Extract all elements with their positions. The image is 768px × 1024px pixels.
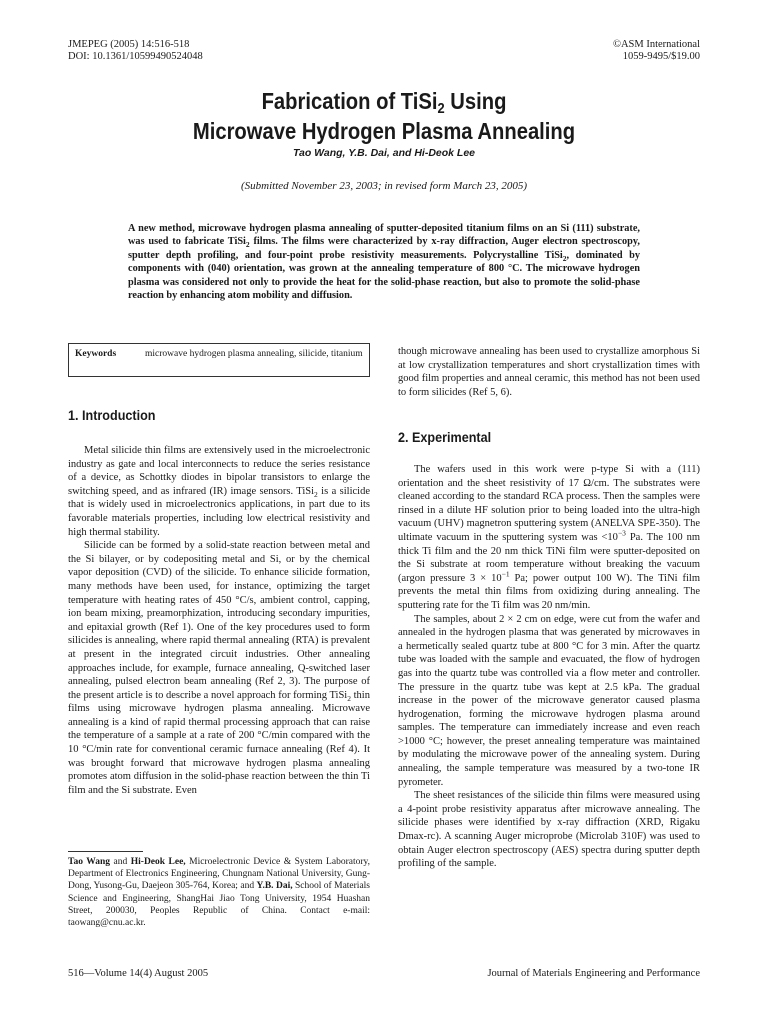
keywords-box	[68, 343, 370, 377]
author-affiliations: Tao Wang and Hi-Deok Lee, Microelectronic Device & System Laboratory, Department of Electronics Engineering, Chungnam National University, Gung-Dong, Yusong-Gu, Daejeon 305-764, Korea; and Y.B. Dai, School of Materials Science and Engineering, ShangHai Jiao Tong University, 1954 Huashan Street, 200030, Peoples Republic of China. Contact e-mail: taowang@cnu.ac.kr.	[68, 857, 371, 929]
keywords-text: microwave hydrogen plasma annealing, silicide, titanium	[145, 349, 363, 359]
paragraph: The wafers used in this work were p-type Si with a (111) orientation and the sheet resistivity of 17 Ω/cm. The substrates were cleaned according to the standard RCA process. Then the samples were rinsed in a dilute HF solution prior to being loaded into the ultra-high vacuum (UHV) magnetron sputtering system (ANELVA SPE-350). The ultimate vacuum in the sputtering system was $<10^{-3}$ Pa. The 100 nm thick Ti film and the 20 nm thick TiNi film were sputter-deposited on the Si substrate at room temperature without breaking the vacuum (argon pressure $3 \times 10^{-1}$ Pa; power output 100 W). The TiNi film prevents the metal thin films from oxidizing during annealing. The sputtering rate for the Ti film was 20 nm/min.	[398, 464, 700, 611]
journal-citation: JMEPEG (2005) 14:516-518	[68, 39, 190, 50]
section-heading-experimental: 2. Experimental	[398, 429, 492, 445]
issn-price: 1059-9495/$19.00	[622, 51, 700, 62]
author-list: Tao Wang, Y.B. Dai, and Hi-Deok Lee	[292, 147, 476, 159]
page-footer-left: 516—Volume 14(4) August 2005	[68, 968, 209, 979]
experimental-body	[398, 463, 700, 871]
running-header-right	[613, 39, 700, 63]
abstract: A new method, microwave hydrogen plasma annealing of sputter-deposited titanium films on an Si (111) substrate, was used to fabricate TiSi$_2$ films. The films were characterized by x-ray diffraction, Auger electron spectroscopy, sputter depth profiling, and four-point probe resistivity measurements. Polycrystalline TiSi$_2$, dominated by components with (040) orientation, was grown at the annealing temperature of 800 °C. The microwave hydrogen plasma was considered not only to provide the heat for the solid-phase reaction, but also to promote the solid-phase reaction by enhancing atom mobility and diffusion.	[128, 223, 641, 302]
paragraph: Metal silicide thin films are extensively used in the microelectronic industry as gate and local interconnects to reduce the series resistance of a device, as Schottky diodes in bipolar transistors to enlarge the switching speed, and as infrared (IR) image sensors. TiSi$_2$ is a silicide that is widely used in microelectronics applications, in part due to its favorable materials properties, including low electrical resistivity and high thermal stability.	[68, 445, 370, 538]
introduction-body	[68, 444, 370, 797]
page-footer-right: Journal of Materials Engineering and Performance	[487, 968, 700, 979]
submission-dates: (Submitted November 23, 2003; in revised form March 23, 2005)	[240, 180, 528, 192]
running-header-left	[68, 39, 203, 63]
copyright: ©ASM International	[612, 39, 700, 50]
paragraph: The samples, about 2 × 2 cm on edge, were cut from the wafer and annealed in the hydrogen plasma that was generated by microwaves in a hermetically sealed quartz tube at 800 °C for 3 min. After the quartz tube was loaded with the sample and evacuated, the flow of hydrogen gas into the quartz tube was controlled via a flow meter and controller. The pressure in the quartz tube was kept at 2.5 kPa. The gradual increase in the power of the microwave generator caused plasma hydrogenation, forming the microwave hydrogen plasma around samples. The temperature can immediately increase and even reach >1000 °C; however, the preset annealing temperature was maintained by modulating the microwave power of the annealing system. During annealing, the sample temperature was measured by a two-tone IR pyrometer.	[398, 613, 700, 788]
keywords-label: Keywords	[75, 349, 117, 359]
title-line-1: Fabrication of TiSi$_2$ Using	[261, 88, 507, 117]
introduction-continued	[398, 345, 700, 399]
doi: DOI: 10.1361/10599490524048	[68, 51, 203, 62]
paper-title	[54, 86, 714, 146]
paragraph: though microwave annealing has been used to crystallize amorphous Si at low crystallization temperatures and short crystallization times with good film properties and anneal ceramic, this method has not been used to form silicides (Ref 5, 6).	[398, 346, 700, 398]
paragraph: Silicide can be formed by a solid-state reaction between metal and the Si bilayer, or by codepositing metal and Si, or by the chemical vapor deposition (CVD) of the silicide. To enhance silicide formation, many methods have been used, for instance, optimizing the target temperature with heating rates of 450 °C/s, ambient control, capping, ion beam mixing, preamorphization, introducing secondary impurities, and epitaxial growth (Ref 1). One of the key procedures used to form silicides is annealing, where rapid thermal annealing (RTA) is prevalent at present in the integrated circuit industries. Other annealing approaches include, for example, furnace annealing, Q-switched laser annealing, pulsed electron beam annealing (Ref 2, 3). The purpose of the present article is to describe a novel approach for forming TiSi$_2$ thin films using microwave hydrogen plasma annealing. Microwave annealing is a kind of rapid thermal processing approach that can raise the temperature of a sample at a rate of 200 °C/min compared with the 10 °C/min rate for conventional ceramic furnace annealing (Ref 4). It was brought forward that microwave hydrogen plasma annealing promotes atom diffusion in the solid-phase reaction between the thin Ti film and the Si substrate. Even	[68, 540, 370, 796]
title-line-2: Microwave Hydrogen Plasma Annealing	[192, 118, 576, 144]
section-heading-introduction: 1. Introduction	[68, 407, 156, 423]
footnote-rule	[68, 851, 143, 852]
paragraph: The sheet resistances of the silicide thin films were measured using a 4-point probe resistivity apparatus after microwave annealing. The silicide phases were identified by x-ray diffraction (XRD, Rigaku Dmax-rc). A scanning Auger microprobe (Microlab 310F) was used to obtain Auger electron spectroscopy (AES) spectra during sputter depth profiling of the sample.	[398, 790, 700, 870]
